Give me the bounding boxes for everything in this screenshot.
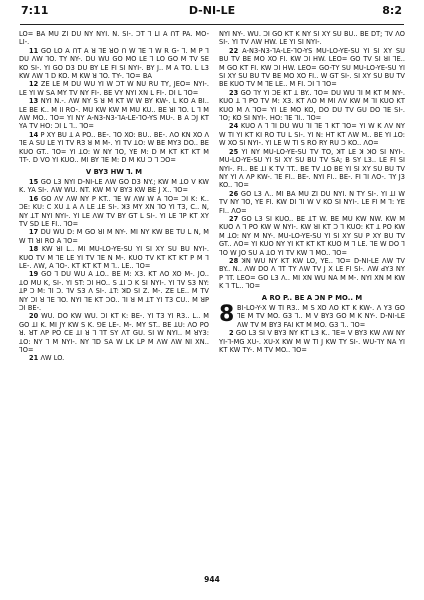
verse-number: 19 bbox=[29, 270, 39, 279]
header-chapter-verse-end: 8:2 bbox=[382, 4, 402, 17]
verse-paragraph bbox=[19, 178, 209, 195]
verse-text: GO L3 SI V BY3 NY ꓗT L3 K.. ꓶE= V BY3 KW ꓥW NY YI-ꓶ-MG XU-. XU-X KW M W TI J KW TY SI-. WU-ꓶY NA YI ꓗT KW TY-. M TV MO.. ꓶO= bbox=[219, 329, 405, 355]
verse-number: 25 bbox=[229, 147, 239, 156]
verse-text: ꓘN WU NY ꓗT KW LO, YE.. ꓶO= D-NI-LE ꓥW TV BY.. N.. ꓥW DO ꓥ ꓶT TY ꓥW TV J X LE FI SI-. ꓥW ꓒY3 NY P ꓶT. LEO= GO L3 ꓥ.. MI XN WU NA M M-. NYI XN M KW K ꓶ TL.. ꓶO= bbox=[219, 256, 405, 291]
verse-paragraph bbox=[19, 270, 209, 312]
verse-number: 28 bbox=[229, 256, 239, 265]
verse-number: 27 bbox=[229, 214, 239, 223]
verse-number: 24 bbox=[229, 122, 239, 131]
verse-number: 23 bbox=[229, 88, 239, 97]
left-column bbox=[19, 30, 209, 562]
verse-number: 17 bbox=[29, 228, 39, 237]
verse-text: GO LO A ꓵT A ꓤ ꓶE ꓤO ꓵ W ꓶE ꓶ W ꓣ G- ꓶ. M P ꓶ DU ꓥW ꓶO. TY NY-. DU WU GO MO LE ꓶ LO GO M TV SE KO SI-. YI GO D3 DU BY LE FI SI NYI-. BY J.. M A TO. L L3 KW ꓥW ꓶ ꓓ KO. M KW ꓤ ꓶO. TY-. ꓶO= BA bbox=[19, 46, 209, 81]
verse-paragraph bbox=[219, 148, 405, 190]
verse-paragraph bbox=[19, 47, 209, 81]
verse-paragraph bbox=[219, 47, 405, 89]
verse-number: 18 bbox=[29, 245, 39, 254]
verse-text: KW ꓤI L.. MI MU-LO-YE-SU YI SI XY SU BU NYI-. KUO TV M ꓶE LE YI TV ꓶE N M-. KUO TV ꓗT ꓗT ꓗT P M ꓶ LE-. ꓥW, A ꓶO-. ꓗT ꓗT ꓗT M ꓶ.. LE.. ꓶO= bbox=[19, 245, 209, 270]
verse-paragraph bbox=[219, 190, 405, 215]
verse-number: 11 bbox=[29, 46, 39, 55]
section-subheading: V BY3 HW ꓶ. M bbox=[85, 167, 143, 176]
verse-number: 26 bbox=[229, 189, 239, 198]
verse-number: 22 bbox=[229, 46, 239, 55]
page-number: 944 bbox=[204, 575, 220, 584]
verse-number: 21 bbox=[29, 354, 39, 363]
verse-paragraph bbox=[19, 30, 209, 47]
verse-text: P XY BU ꓕ A PO.. BE-. ꓶO XO: BU.. BE-. ꓥO ꓗN XO ꓥ ꓶE A SU LE YI TV R3 ꓤ M M-. YI TV ꓕO: W BE MY3 DO.. BE KUO GT.. ꓶO= YI ꓕO: W NY ꓶO, YE M: D M ꓗT ꓗT ꓗT M ꓶT-. D ꓦO YI KUO.. MI BY ꓶE M: D M KU ꓛ ꓶ ꓛO= bbox=[19, 130, 209, 165]
verse-text: NYI N.-. ꓥW NY S ꓤ M ꓗT W W BY KW-. L ꓗO A BI.. LE BE K.. M II RO-. MU KW KW M MU KU.. BE ꓤI ꓶO. L ꓶ M ꓥW MO.. ꓶO= YI NY A-N3-N3-ꓶA-LE-ꓶO-YS MU-. B A ꓛJ ꓗT YA TV HO: ꓛI L ꓶ.. ꓶO= bbox=[19, 97, 209, 131]
verse-number: 14 bbox=[29, 130, 39, 139]
header-chapter-verse-start: 7:11 bbox=[21, 4, 49, 17]
verse-text: GO ꓥV ꓥW NY P ꓗT.. ꓶE W ꓥW W A ꓶO= ꓛI K: ꓗ.. ꓛE: ꓗU: ꓚ XU ꓕ A ꓥ LE ꓕE SI-. ꓘ3 MY XN ꓶO YI T3, C.. N, NY ꓕT NYI NYI-. YI LE ꓥW TV BY GT L SI-. YI LE ꓶP ꓗT XY TV SD LE FI.. ꓶO= bbox=[19, 194, 209, 228]
verse-paragraph bbox=[219, 89, 405, 123]
verse-text: GO ꓶ DU WU A ꓕO.. BE M: X3. ꓗT ꓥO XO M-. JO.. ꓕO MU K, SI-. YI ST: ꓛI HO.. S ꓕI ꓛ ꓗ SI NYI-. YI ꓶV S3 NY: ꓕP ꓛ M: ꓶI ꓛ. ꓶV S3 ꓥ SI-. ꓕT: ꓘD SI Z. M-. ZE LE.. M TV NY ꓛI ꓤ ꓶE ꓶO. NYI ꓶE ꓗT ꓛO.. ꓶI ꓤ M ꓕT YI T3 CU.. M ꓤP ꓛI BE-. bbox=[19, 270, 209, 312]
verse-paragraph bbox=[19, 354, 209, 362]
right-column-verses bbox=[219, 30, 405, 291]
verse-paragraph bbox=[19, 80, 209, 97]
verse-text: LO= BA MU ZI DU NY NYI. N. SI-. ꓛT ꓶ LI A ꓵT PA. MO- LI-. bbox=[19, 30, 209, 47]
verse-paragraph bbox=[19, 312, 209, 354]
verse-number: 15 bbox=[29, 177, 39, 186]
chapter-block bbox=[219, 304, 405, 354]
verse-paragraph bbox=[19, 195, 209, 229]
verse-paragraph bbox=[19, 131, 209, 165]
verse-text: GO L3 ꓥ.. MI BA MU ZI DU NYI. N TY SI-. YI ꓕI W TV NY ꓶO, YE FI. KW DI ꓶI W V KO SI NYI-. LE FI M ꓶ: YE FI.. ꓥO= bbox=[219, 189, 405, 215]
verse-number: 16 bbox=[29, 194, 39, 203]
verse-paragraph bbox=[219, 257, 405, 291]
header-rule bbox=[20, 24, 404, 25]
verse-paragraph bbox=[219, 215, 405, 257]
verse-paragraph bbox=[19, 245, 209, 270]
verse-text: KUO ꓥ ꓶ ꓶI DU WU ꓶI ꓶE ꓶ ꓗT ꓶO= YI W K ꓥV NY W TI YI ꓗT ꓗI RO TU L SI-. YI N: HT ꓗT ꓥW M.. BE YI ꓕO: W XO SI NYI-. YI LE W TI S RO RY RU ꓛ KO.. ꓥO= bbox=[219, 122, 405, 148]
chapter-number: 8 bbox=[219, 302, 235, 327]
verse-paragraph bbox=[219, 304, 405, 329]
verse-number: 2 bbox=[229, 329, 234, 338]
verse-text: DU WU D: M GO ꓤI M NY-. MI NY KW BE TU L N, M W TI ꓤI RO A ꓶO= bbox=[19, 228, 209, 245]
right-column bbox=[219, 30, 405, 562]
verse-text: WU. DO KW WU. ꓛI ꓗT K: BE-. YI T3 YI R3.. L.. M GO ꓕI K. MI JY KW S K. ꓨE LE-. M-. MY ST.. BE ꓕU: ꓥO PO ꓤ. ꓤT ꓥP ꓑO CE ꓕI ꓤ ꓶ ꓶT SY ꓥT GU. SI W NYI.. M ꓤY3: ꓕO: NY ꓶ M NYI-. NY ꓶD SA W LK LP M ꓥW ꓥW NI XN.. ꓶO= bbox=[19, 312, 209, 355]
verse-number: 20 bbox=[29, 312, 39, 321]
verse-text: GO ꓶY YI ꓛE ꓗT ꓕ BY.. ꓶO= DU WU ꓶI M ꓗT M NY-. KUO ꓕ ꓶ PO TV M: X3. ꓗT ꓥO M MI ꓥV KW M ꓶI KUO ꓗT KUO M ꓥ ꓶO= YI LE MO KO, DO DU TV GU DO ꓶE SI-. ꓶO; KO SI NYI-. HO: ꓶE ꓶI.. ꓶO= bbox=[219, 88, 405, 123]
verse-text: YI NY MU-LO-YE-SU TV TO, ꓘT LE ꓘ ꓘO SI NYI-. MU-LO-YE-SU YI SI XY SU BU TV SA; B SY L3.. LE FI SI NYI-. FI.. BE ꓕI K TV ꓶT.. BE TV ꓕO BE YI SI XY SU BU TV NY YI ꓥ ꓥP KW-. ꓶE FI.. BE-. NYI FI.. BE-. FI ꓶI ꓥO-. ꓶY J3 KO.. ꓶO= bbox=[219, 147, 405, 190]
verse-paragraph bbox=[219, 122, 405, 147]
header-book-title: D-NI-LE bbox=[188, 4, 236, 17]
chapter-verses bbox=[219, 304, 405, 354]
verse-paragraph bbox=[19, 97, 209, 131]
verse-paragraph bbox=[19, 228, 209, 245]
verse-text: ꓥW LO. bbox=[40, 354, 65, 363]
verse-text: NYI NY-. WU. ꓛI GO ꓗT K NY SI XY SU BU.. BE DT; ꓶV ꓥO SI-. YI TV ꓥW HW. LE YI SI NYI-. bbox=[219, 30, 405, 47]
verse-text: GO L3 NYI D-NI-LE ꓥW GO D3 NY.; KW M ꓕO V KW K. YA SI-. ꓥW WU. NT. KW M V BY3 KW BE J X.. ꓶO= bbox=[19, 177, 209, 195]
verse-paragraph bbox=[219, 329, 405, 354]
verse-text: A-N3-N3-ꓶA-LE-ꓶO-YS MU-LO-YE-SU YI SI XY SU BU TV BE MO XO FI. KW ꓛI HW. LEO= GO TV SI ꓤI ꓶE.. M GO ꓗT FI. KW ꓛI HW. LEO= GO-TY SU MU-LO-YE-SU YI SI XY SU BU TV BE MO XO FI.. W GT SI-. SI XY SU BU TV BE KUO TV M ꓶE LE.. M FI. ꓛI ꓶ ꓶO= bbox=[219, 46, 405, 89]
verse-number: 12 bbox=[29, 80, 39, 89]
section-subheading: A RO P.. BE A ꓛN P MO.. M bbox=[261, 293, 363, 302]
verse-text: GO L3 SI KUO.. BE ꓕT W. BE MU KW NW. KW M KUO ꓥ ꓶ PO KW W NYI-. KW ꓤI ꓗT ꓛ ꓶ KUO: ꓗT ꓕ PO KW M ꓕO: NY M NY-. MU-LO-YE-SU YI SI XY SU P XY BU TV GT.. ꓥO= YI KUO NY YI ꓗT ꓗT ꓗT KUO M ꓶ LE. ꓶE W DO ꓶ ꓶO W JO SU A ꓕO YI TV KW ꓶ MO.. ꓶO= bbox=[219, 214, 405, 257]
verse-text: BI-LO-Y-X W TI R3.. M S XO ꓥO ꓗT K KW-. ꓥ Y3 GO ꓶE M TV MO. G3 ꓶ.. M V BY3 GO M K NY-. D-NI-LE ꓥW TV M BY3 FAI ꓗT M MO. G3 ꓶ.. ꓶO= bbox=[237, 304, 405, 329]
verse-number: 13 bbox=[29, 97, 39, 106]
verse-text: ZE LE M DU WU YI W ꓛT W NU RU TY, JEO= NYI-. LE YI W SA MY TV NY FI-. BE VY NYI XN L FI-. DI L ꓶO= bbox=[19, 80, 209, 97]
verse-paragraph bbox=[219, 30, 405, 47]
